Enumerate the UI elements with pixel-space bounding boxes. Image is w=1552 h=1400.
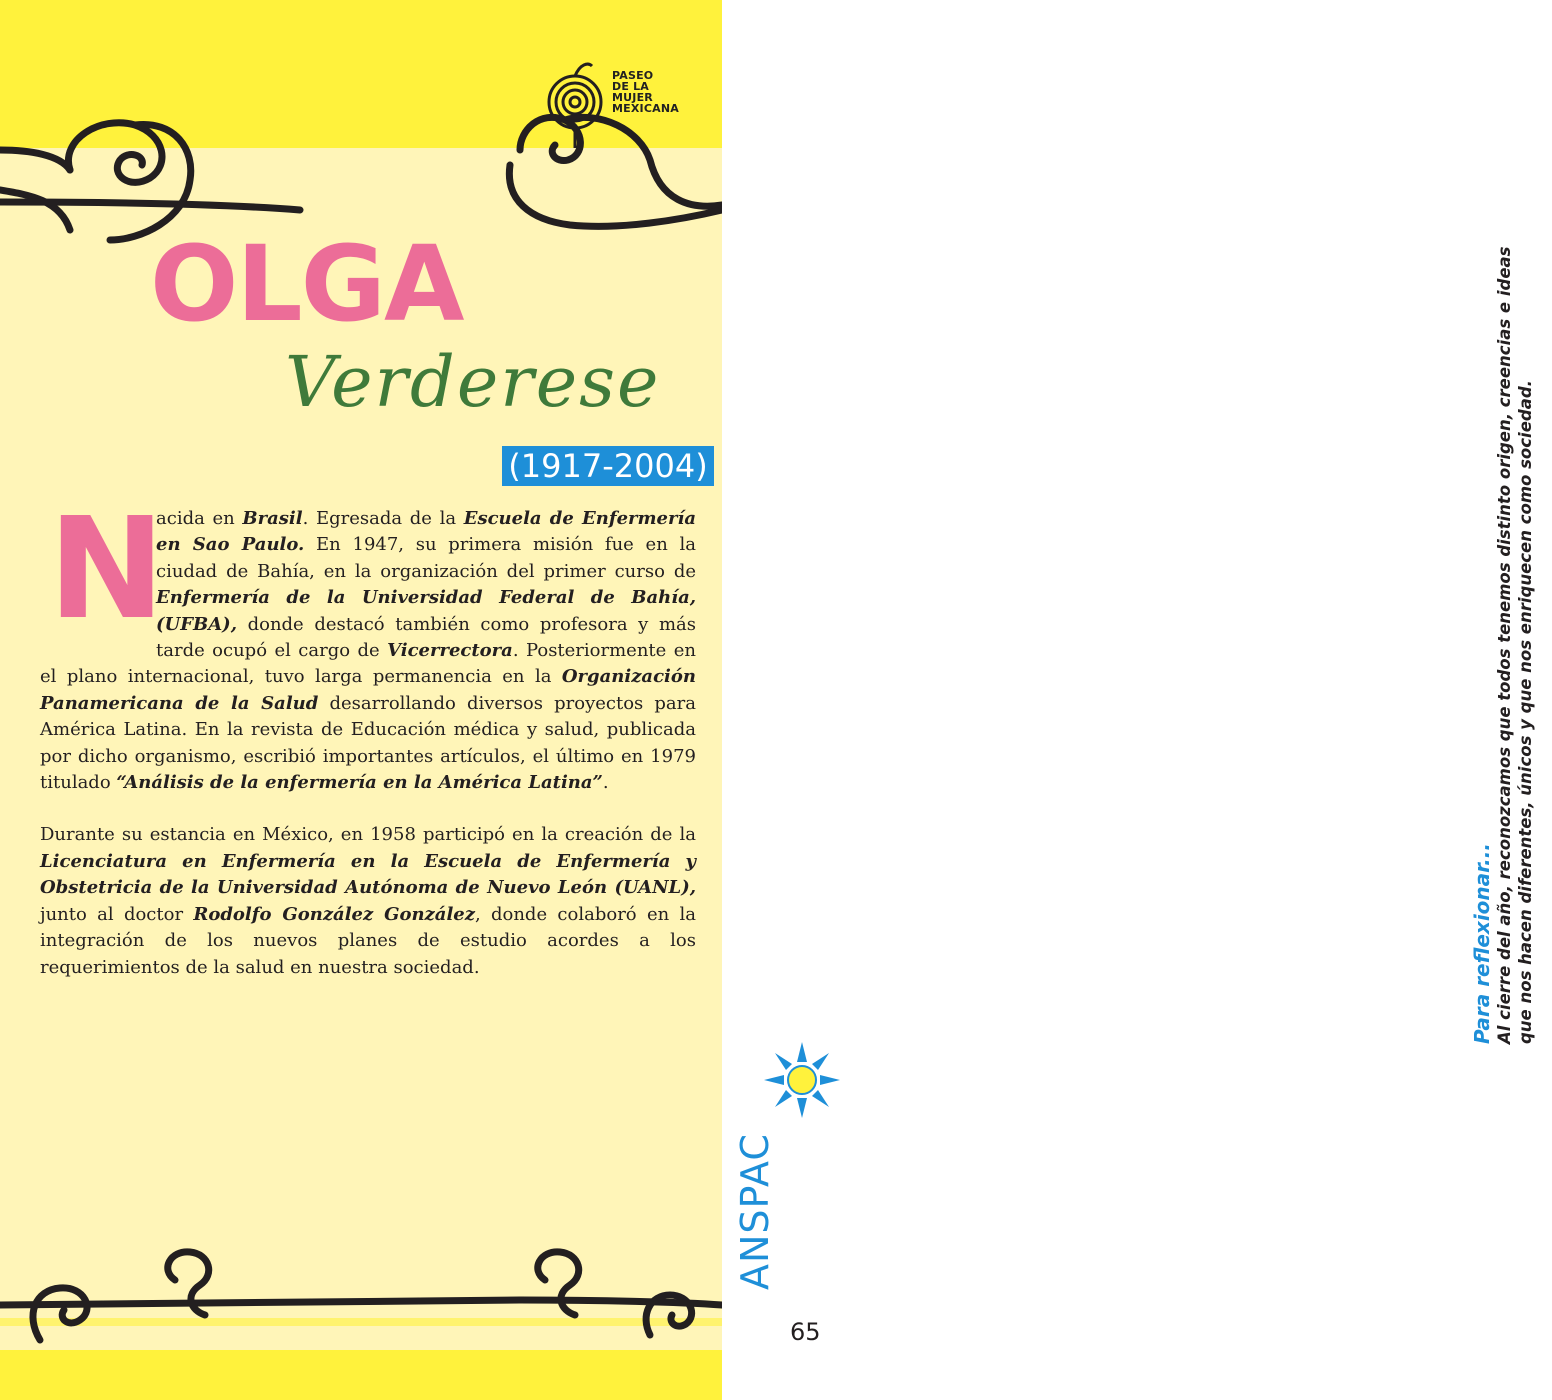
p1-segment-6: donde destacó también como profesora y más tarde ocupó el cargo de <box>156 613 696 662</box>
p2-segment-3: Rodolfo González González <box>193 903 475 925</box>
paseo-logo <box>540 60 710 160</box>
p1-segment-11: “Análisis de la enfermería en la América Latina” <box>116 772 603 794</box>
drop-cap: N <box>48 488 166 651</box>
spiral-logo-icon <box>540 60 610 160</box>
p1-segment-1: Brasil <box>242 508 303 529</box>
logo-text: PASEO DE LA MUJER MEXICANA <box>612 69 679 115</box>
p2-segment-4: , donde colaboró en la integración de los nuevos planes de estudio acordes a los requerimientos de la salud en nuestra sociedad. <box>40 903 696 978</box>
p1-segment-3: Escuela de Enfermería en Sao Paulo. <box>156 508 696 556</box>
title-last-name: Verderese <box>285 341 661 423</box>
biography-paragraph-1 <box>40 506 696 796</box>
p2-segment-2: junto al doctor <box>40 903 194 925</box>
reflection-box <box>1470 214 1552 1044</box>
title-first-name: OLGA <box>150 223 463 345</box>
anspac-text: ANSPAC <box>733 1133 777 1290</box>
p2-segment-1: Licenciatura en Enfermería en la Escuela de Enfermería y Obstetricia de la Universidad Autónoma de Nuevo León (UANL), <box>40 850 696 899</box>
p1-segment-7: Vicerrectora <box>387 640 513 662</box>
p1-segment-4: En 1947, su primera misión fue en la ciudad de Bahía, en la organización del primer curso de <box>156 534 696 582</box>
biography-body <box>40 506 696 981</box>
bottom-yellow-band <box>0 1350 722 1400</box>
bottom-scroll-ornament <box>0 1240 722 1350</box>
page-number: 65 <box>790 1318 821 1346</box>
p1-segment-12: . <box>602 772 609 794</box>
anspac-brand <box>735 1040 815 1290</box>
p1-segment-5: Enfermería de la Universidad Federal de Bahía, (UFBA), <box>156 587 696 635</box>
life-years-badge: (1917-2004) <box>502 446 714 486</box>
p1-segment-9: Organización Panamericana de la Salud <box>40 666 696 714</box>
p1-segment-2: . Egresada de la <box>302 508 464 529</box>
p1-segment-0: acida en <box>156 508 243 529</box>
page-background <box>0 0 722 1400</box>
p1-segment-8: . Posteriormente en el plano internacional, tuvo larga permanencia en la <box>40 640 696 688</box>
p1-segment-10: desarrollando diversos proyectos para América Latina. En la revista de Educación médica y salud, publicada por dicho organismo, escribió importantes artículos, el último en 1979 titulado <box>40 692 696 794</box>
reflection-label: Para reflexionar... <box>1470 843 1494 1044</box>
side-panel <box>722 0 1535 1400</box>
biography-paragraph-2 <box>40 822 696 980</box>
reflection-text: Al cierre del año, reconozcamos que todos tenemos distinto origen, creencias e ideas que nos hacen diferentes, únicos y que nos enriquecen como sociedad. <box>1495 246 1535 1044</box>
p2-segment-0: Durante su estancia en México, en 1958 participó en la creación de la <box>40 824 696 846</box>
